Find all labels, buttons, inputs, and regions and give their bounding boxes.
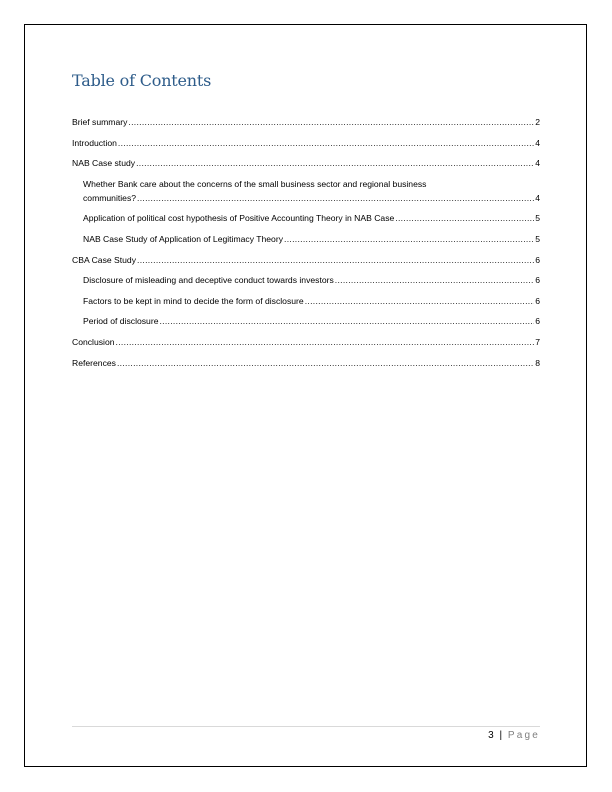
toc-entry-label: CBA Case Study: [72, 254, 137, 265]
toc-entry-label: Brief summary: [72, 117, 128, 127]
toc-entry-page: 4: [535, 137, 540, 148]
dot-leader: [305, 296, 535, 306]
toc-entry-page: 5: [535, 213, 540, 224]
toc-entry-page: 4: [535, 158, 540, 169]
toc-entry-label: Introduction: [72, 137, 117, 148]
toc-entry-page: 7: [535, 336, 540, 347]
toc-entry-references[interactable]: [72, 358, 540, 368]
toc-entry-cba-case-study[interactable]: [72, 255, 540, 265]
toc-entry-legitimacy-theory[interactable]: [72, 234, 540, 244]
toc-entry-page: 6: [535, 254, 540, 265]
toc-entry-page: 8: [535, 357, 540, 368]
toc-entry-form-of-disclosure[interactable]: [72, 296, 540, 306]
footer-separator: |: [499, 730, 503, 741]
footer-page-word: Page: [507, 730, 540, 741]
toc-entry-label: Conclusion: [72, 336, 115, 347]
dot-leader: [395, 213, 534, 223]
toc-entry-label-line1: Whether Bank care about the concerns of the small business sector and regional business: [83, 178, 427, 189]
toc-entry-page: 5: [535, 233, 540, 244]
toc-entry-label: Factors to be kept in mind to decide the form of disclosure: [83, 295, 304, 306]
dot-leader: [117, 358, 534, 368]
toc-entry-label: Period of disclosure: [83, 316, 159, 327]
toc-entry-bank-concerns[interactable]: [72, 179, 540, 203]
table-of-contents: [72, 117, 540, 378]
dot-leader: [116, 337, 535, 347]
toc-entry-introduction[interactable]: [72, 138, 540, 148]
toc-entry-period-of-disclosure[interactable]: [72, 316, 540, 326]
page-footer: [488, 730, 540, 741]
toc-entry-label-line2: communities?: [83, 192, 137, 203]
toc-title: Table of Contents: [72, 71, 212, 90]
dot-leader: [159, 316, 534, 326]
toc-entry-label: NAB Case Study of Application of Legitimacy Theory: [83, 233, 283, 244]
footer-page-number: 3: [488, 730, 494, 741]
toc-entry-misleading-conduct[interactable]: [72, 275, 540, 285]
toc-entry-page: 6: [535, 275, 540, 286]
toc-entry-conclusion[interactable]: [72, 337, 540, 347]
toc-entry-page: 6: [535, 295, 540, 306]
dot-leader: [335, 275, 534, 285]
dot-leader: [137, 193, 534, 203]
toc-entry-label: NAB Case study: [72, 158, 136, 169]
toc-entry-political-cost-hypothesis[interactable]: [72, 213, 540, 223]
toc-entry-page: 2: [535, 117, 540, 127]
toc-entry-label: References: [72, 357, 116, 368]
dot-leader: [136, 158, 534, 168]
toc-entry-page: 6: [535, 316, 540, 327]
toc-entry-label: Application of political cost hypothesis of Positive Accounting Theory in NAB Case: [83, 213, 395, 224]
toc-entry-label: Disclosure of misleading and deceptive conduct towards investors: [83, 275, 334, 286]
dot-leader: [128, 117, 534, 127]
footer-divider: [72, 726, 540, 727]
toc-entry-nab-case-study[interactable]: [72, 158, 540, 168]
dot-leader: [118, 138, 534, 148]
dot-leader: [137, 255, 534, 265]
toc-entry-brief-summary[interactable]: [72, 117, 540, 127]
toc-entry-page: 4: [535, 192, 540, 203]
toc-entry-line2: [83, 193, 540, 203]
dot-leader: [284, 234, 534, 244]
